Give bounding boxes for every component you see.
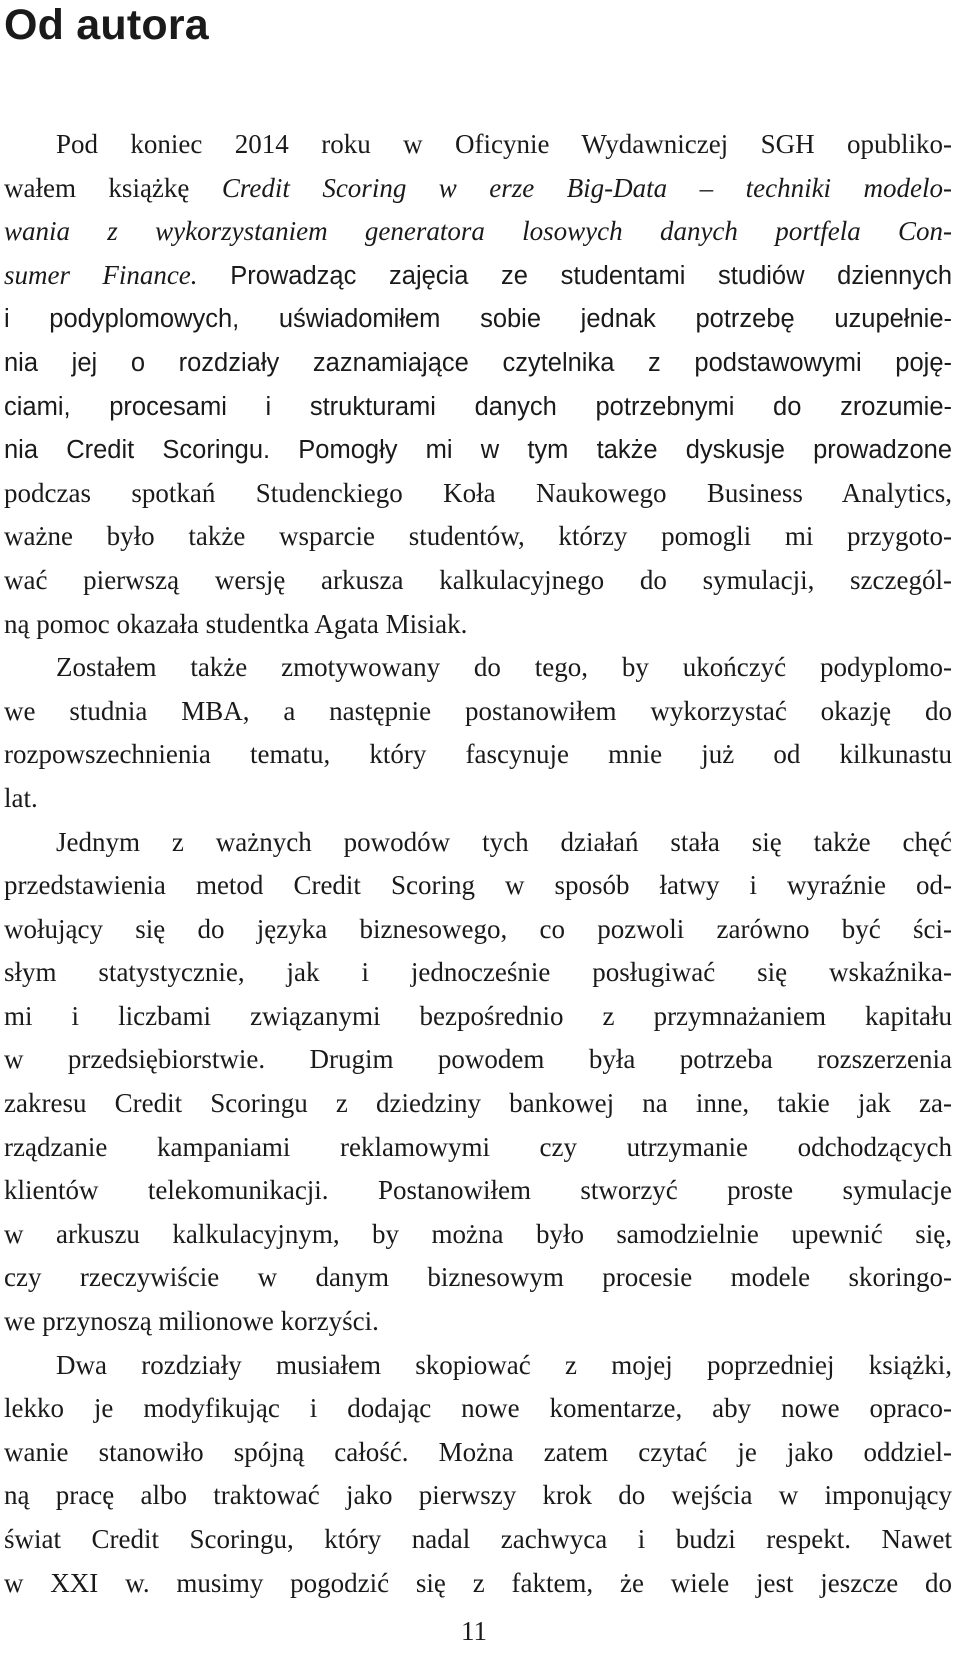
- text-line: [4, 1082, 952, 1126]
- text-run: ną pomoc okazała studentka Agata Misiak.: [4, 608, 468, 639]
- text-line: [4, 1518, 952, 1562]
- text-run: słym statystycznie, jak i jednocześnie posługiwać się wskaźnika-: [4, 957, 952, 988]
- chapter-title: Od autora: [4, 1, 209, 49]
- text-line: [4, 646, 952, 690]
- text-run: we studnia MBA, a następnie postanowiłem wykorzystać okazję do: [4, 695, 952, 726]
- text-run: we przynoszą milionowe korzyści.: [4, 1306, 379, 1337]
- text-run: w przedsiębiorstwie. Drugim powodem była potrzeba rozszerzenia: [4, 1044, 952, 1075]
- text-run: lekko je modyfikując i dodając nowe komentarze, aby nowe opraco-: [4, 1393, 952, 1424]
- text-run: w XXI w. musimy pogodzić się z faktem, że wiele jest jeszcze do: [4, 1567, 952, 1598]
- text-run: nia jej o rozdziały zaznamiające czytelnika z podstawowymi poję-: [4, 348, 952, 377]
- text-run: Jednym z ważnych powodów tych działań stała się także chęć: [56, 826, 952, 857]
- text-line: [4, 341, 952, 385]
- text-line: [4, 1431, 952, 1475]
- text-run: wołujący się do języka biznesowego, co pozwoli zarówno być ści-: [4, 913, 952, 944]
- text-line: [4, 1126, 952, 1170]
- text-run: wanie stanowiło spójną całość. Można zatem czytać je jako oddziel-: [4, 1436, 952, 1467]
- text-run: przedstawienia metod Credit Scoring w sposób łatwy i wyraźnie od-: [4, 870, 952, 901]
- text-line: [4, 1562, 952, 1606]
- text-line: [4, 864, 952, 908]
- text-run: rządzanie kampaniami reklamowymi czy utrzymanie odchodzących: [4, 1131, 952, 1162]
- text-line: [4, 1387, 952, 1431]
- text-line: [4, 733, 952, 777]
- text-line: [4, 1344, 952, 1388]
- text-line: [4, 821, 952, 865]
- text-run: ważne było także wsparcie studentów, którzy pomogli mi przygoto-: [4, 521, 952, 552]
- text-line: [4, 603, 952, 647]
- text-run: Credit Scoring w erze Big-Data – techniki modelo-: [221, 172, 952, 203]
- text-line: [4, 210, 952, 254]
- text-run: lat.: [4, 782, 38, 813]
- text-line: [4, 1213, 952, 1257]
- text-line: [4, 254, 952, 298]
- text-run: Zostałem także zmotywowany do tego, by ukończyć podyplomo-: [56, 652, 952, 683]
- text-line: [4, 995, 952, 1039]
- text-line: [4, 167, 952, 211]
- text-line: [4, 1038, 952, 1082]
- text-run: Dwa rozdziały musiałem skopiować z mojej poprzedniej książki,: [56, 1349, 952, 1380]
- text-line: [4, 690, 952, 734]
- text-line: [4, 297, 952, 341]
- text-line: [4, 777, 952, 821]
- text-line: [4, 951, 952, 995]
- text-run: ną pracę albo traktować jako pierwszy krok do wejścia w imponujący: [4, 1480, 952, 1511]
- page-number: 11: [461, 1616, 487, 1646]
- text-line: [4, 559, 952, 603]
- text-run: rozpowszechnienia tematu, który fascynuje mnie już od kilkunastu: [4, 739, 952, 770]
- text-run: nia Credit Scoringu.: [4, 436, 271, 465]
- text-run: mi i liczbami związanymi bezpośrednio z przymnażaniem kapitału: [4, 1000, 952, 1031]
- text-run: klientów telekomunikacji. Postanowiłem stworzyć proste symulacje: [4, 1175, 952, 1206]
- text-run: podczas spotkań Studenckiego Koła Naukowego Business Analytics,: [4, 477, 952, 508]
- text-line: [4, 385, 952, 429]
- text-run: wania z wykorzystaniem generatora losowych danych portfela Con-: [4, 216, 952, 247]
- text-line: [4, 1474, 952, 1518]
- text-run: wałem książkę: [4, 172, 222, 203]
- text-run: czy rzeczywiście w danym biznesowym procesie modele skoringo-: [4, 1262, 952, 1293]
- text-line: [4, 1169, 952, 1213]
- text-line: [4, 1300, 952, 1344]
- text-run: Pomogły mi w tym także dyskusje prowadzone: [270, 436, 953, 465]
- text-run: wać pierwszą wersję arkusza kalkulacyjnego do symulacji, szczegól-: [4, 564, 952, 595]
- text-run: Prowadząc zajęcia ze studentami studiów dziennych: [197, 261, 952, 290]
- text-run: ciami, procesami i strukturami danych potrzebnymi do zrozumie-: [4, 392, 952, 421]
- text-line: [4, 428, 952, 472]
- text-run: sumer Finance.: [4, 259, 198, 290]
- text-line: [4, 123, 952, 167]
- text-line: [4, 515, 952, 559]
- text-run: Pod koniec 2014 roku w Oficynie Wydawniczej SGH opubliko-: [56, 129, 952, 159]
- text-line: [4, 908, 952, 952]
- text-line: [4, 1256, 952, 1300]
- text-run: zakresu Credit Scoringu z dziedziny bankowej na inne, takie jak za-: [4, 1088, 952, 1119]
- text-run: w arkuszu kalkulacyjnym, by można było samodzielnie upewnić się,: [4, 1218, 952, 1249]
- body-text: [4, 123, 952, 1605]
- text-run: świat Credit Scoringu, który nadal zachwyca i budzi respekt. Nawet: [4, 1524, 952, 1554]
- text-run: i podyplomowych, uświadomiłem sobie jednak potrzebę uzupełnie-: [4, 305, 952, 334]
- text-line: [4, 472, 952, 516]
